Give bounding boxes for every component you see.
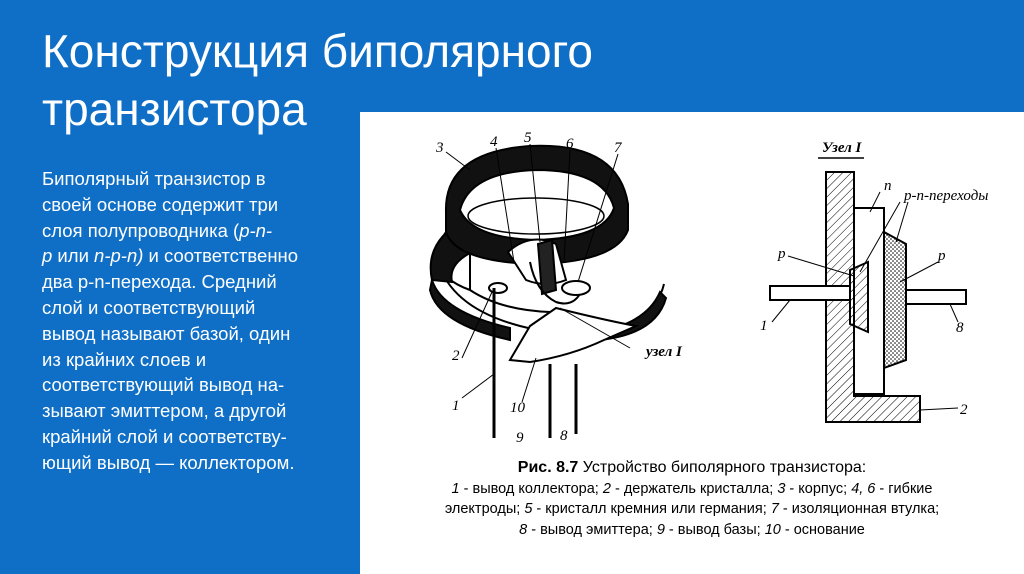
- caption-text: - изоляционная втулка;: [778, 501, 940, 517]
- caption-num: 9: [656, 521, 665, 538]
- title-line-2: транзистора: [42, 83, 307, 135]
- label-lead-1: 1: [760, 318, 768, 334]
- body-line: ющий вывод — коллектором.: [42, 451, 295, 473]
- caption-line: [360, 499, 1024, 520]
- caption-text: - кристалл кремния или германия;: [532, 501, 771, 517]
- label-8: 8: [560, 428, 568, 444]
- caption-line: [360, 479, 1024, 500]
- label-p-right: p: [938, 248, 946, 264]
- transistor-drawing: [360, 112, 1024, 458]
- label-lead-8: 8: [956, 320, 964, 336]
- body-text-fragment: или: [52, 245, 95, 267]
- body-line: [42, 218, 352, 244]
- label-pn-junctions: p-n-переходы: [904, 188, 989, 204]
- body-line: из крайних слоев и: [42, 348, 207, 370]
- label-3: 3: [436, 140, 444, 156]
- body-text-fragment: и соответственно: [143, 245, 299, 267]
- caption-text: - вывод коллектора;: [459, 480, 603, 497]
- node-title: Узел I: [822, 140, 862, 156]
- caption-text: электроды;: [444, 501, 525, 517]
- body-line: вывод называют базой, один: [42, 322, 291, 344]
- caption-text: - корпус;: [785, 480, 852, 497]
- caption-num: 5: [524, 501, 533, 517]
- label-9: 9: [516, 430, 524, 446]
- body-line: своей основе содержит три: [42, 193, 279, 215]
- transistor-3d-view: [430, 144, 666, 438]
- caption-text: - основание: [780, 521, 865, 538]
- body-italic-fragment: р: [42, 245, 53, 267]
- figure-panel: [360, 112, 1024, 574]
- caption-num: 3: [777, 480, 786, 497]
- title-line-1: Конструкция биполярного: [42, 25, 593, 77]
- figure-caption: [360, 458, 1024, 540]
- label-holder-2: 2: [960, 402, 968, 418]
- caption-title-text: Устройство биполярного транзистора:: [578, 459, 867, 476]
- label-5: 5: [524, 130, 532, 146]
- caption-text: - вывод эмиттера;: [527, 521, 657, 538]
- body-line: [42, 243, 352, 269]
- body-italic-fragment: р-n-: [239, 219, 273, 241]
- body-line: зывают эмиттером, а другой: [42, 400, 287, 422]
- label-node-i: узел I: [646, 344, 682, 360]
- caption-num: 10: [764, 521, 781, 538]
- body-line: крайний слой и соответству-: [42, 425, 287, 447]
- body-line: слой и соответствующий: [42, 296, 256, 318]
- label-n: n: [884, 178, 892, 194]
- caption-text: - гибкие: [875, 480, 933, 497]
- caption-text: - держатель кристалла;: [610, 480, 778, 497]
- body-line: два p-n-перехода. Средний: [42, 271, 277, 293]
- caption-num: 2: [602, 480, 611, 497]
- body-line: соответствующий вывод на-: [42, 374, 285, 396]
- body-italic-fragment: n-p-n): [94, 245, 144, 267]
- label-10: 10: [510, 400, 525, 416]
- label-6: 6: [566, 136, 574, 152]
- body-text-fragment: слоя полупроводника (: [42, 219, 240, 241]
- label-1: 1: [452, 398, 460, 414]
- caption-num: 8: [519, 521, 528, 538]
- body-line: Биполярный транзистор в: [42, 168, 266, 189]
- caption-number: Рис. 8.7: [517, 459, 579, 476]
- body-paragraph: [42, 166, 352, 476]
- caption-title: [360, 458, 1024, 479]
- label-2: 2: [452, 348, 460, 364]
- label-p-left: p: [778, 246, 786, 262]
- caption-num: 7: [770, 501, 779, 517]
- caption-num: 4, 6: [851, 480, 876, 497]
- caption-line: [360, 520, 1024, 541]
- caption-text: - вывод базы;: [664, 521, 765, 538]
- label-4: 4: [490, 134, 498, 150]
- caption-num: 1: [451, 480, 460, 497]
- label-7: 7: [614, 140, 622, 156]
